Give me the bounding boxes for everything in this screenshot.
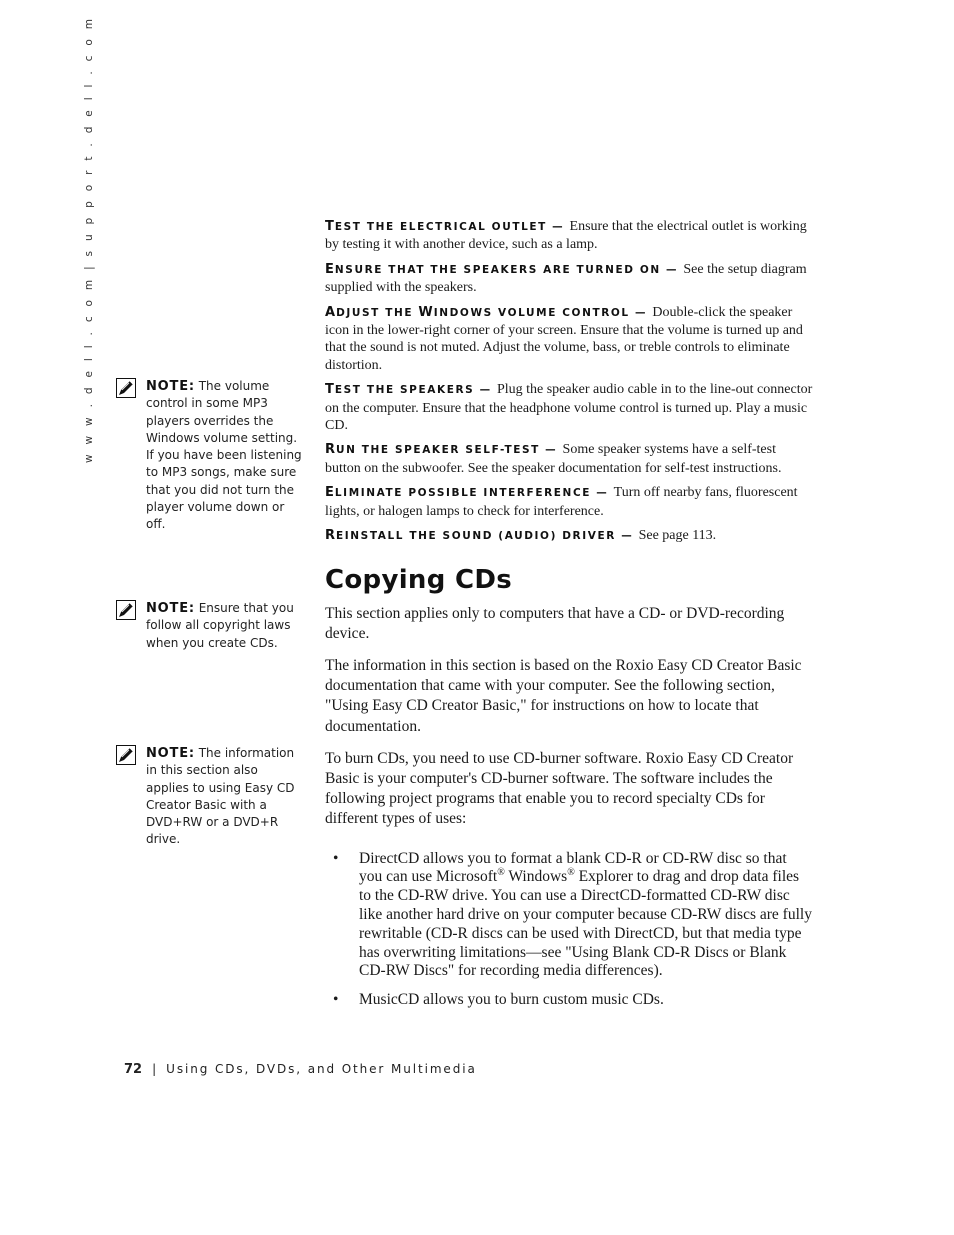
note-dvd (116, 745, 302, 849)
tip-speakers-on (325, 261, 813, 297)
tip-body: Turn off nearby fans, fluorescent lights, or halogen lamps to check for interference. (325, 485, 798, 519)
tip-title: TEST THE ELECTRICAL OUTLET — (325, 219, 570, 234)
tip-title: ENSURE THAT THE SPEAKERS ARE TURNED ON — (325, 261, 684, 277)
tip-title: REINSTALL THE SOUND (AUDIO) DRIVER — (325, 528, 639, 544)
tip-title: TEST THE SPEAKERS — (325, 382, 497, 398)
section-heading: Copying CDs (325, 564, 513, 595)
note-body: Ensure that you follow all copyright laws when you create CDs. (146, 601, 294, 650)
tip-interference (325, 484, 813, 520)
tip-windows-volume (325, 304, 813, 375)
list-item: • DirectCD allows you to format a blank CD-R or CD-RW disc so that you can use Microsoft® Windows® Explorer to drag and drop data files to the CD-RW drive. You can use a DirectCD-formatted CD-RW disc like another hard drive on your computer because CD-RW discs are fully rewritable (CD-R discs can be used with DirectCD, but that media type has overwriting limitations—see "Using Blank CD-R Discs or Blank CD-RW Discs" for recording media differences). (333, 849, 812, 980)
note-label: NOTE: (146, 379, 195, 394)
tip-body: See page 113. (638, 528, 717, 544)
program-list (325, 850, 813, 1010)
tip-body: Some speaker systems have a self-test button on the subwoofer. See the speaker documentation for self-test instructions. (325, 442, 782, 476)
note-body: The volume control in some MP3 players overrides the Windows volume setting. If you have been listening to MP3 songs, make sure that you did not turn the player volume down or off. (146, 379, 302, 532)
side-url: w w w . d e l l . c o m | s u p p o r t . d e l l . c o m (83, 15, 95, 463)
pencil-note-icon (116, 378, 136, 398)
tip-title: ADJUST THE WINDOWS VOLUME CONTROL — (325, 304, 653, 320)
paragraph-roxio-docs: The information in this section is based on the Roxio Easy CD Creator Basic documentation that came with your computer. See the following section, "Using Easy CD Creator Basic," for instructions on how to locate that documentation. (325, 656, 802, 735)
page-number: 72 (124, 1062, 143, 1077)
note-volume (116, 378, 302, 534)
registered-mark: ® (497, 867, 505, 879)
note-label: NOTE: (146, 746, 195, 761)
paragraph-burner-software: To burn CDs, you need to use CD-burner software. Roxio Easy CD Creator Basic is your computer's CD-burner software. The software includes the following project programs that enable you to record specialty CDs for different types of uses: (325, 749, 794, 828)
tip-body: Plug the speaker audio cable in to the line-out connector on the computer. Ensure that the headphone volume control is turned up. Play a music CD. (325, 382, 813, 434)
paragraph-scope: This section applies only to computers that have a CD- or DVD-recording device. (325, 604, 785, 642)
tip-test-speakers (325, 381, 813, 434)
note-body: The information in this section also applies to using Easy CD Creator Basic with a DVD+RW or a DVD+R drive. (146, 746, 295, 847)
tip-body: Ensure that the electrical outlet is working by testing it with another device, such as a lamp. (325, 219, 807, 253)
registered-mark: ® (567, 867, 575, 879)
note-label: NOTE: (146, 601, 195, 616)
chapter-title: Using CDs, DVDs, and Other Multimedia (166, 1062, 477, 1076)
tip-body: Double-click the speaker icon in the lower-right corner of your screen. Ensure that the volume is turned up and that the sound is not muted. Adjust the volume, bass, or treble controls to eliminate distortion. (325, 304, 803, 373)
main-column (325, 218, 813, 1020)
tip-title: ELIMINATE POSSIBLE INTERFERENCE — (325, 485, 614, 501)
page-footer (124, 1062, 477, 1077)
tip-self-test (325, 441, 813, 477)
tip-electrical-outlet (325, 218, 813, 254)
pencil-note-icon (116, 600, 136, 620)
bullet-symbol: • (333, 849, 339, 867)
note-copyright (116, 600, 302, 652)
tip-title: RUN THE SPEAKER SELF-TEST — (325, 442, 563, 458)
bullet-symbol: • (333, 991, 339, 1009)
pencil-note-icon (116, 745, 136, 765)
list-item: • MusicCD allows you to burn custom music CDs. (333, 991, 664, 1009)
footer-separator: | (152, 1062, 157, 1076)
tip-body: See the setup diagram supplied with the speakers. (325, 261, 807, 296)
tip-reinstall-driver (325, 527, 813, 545)
